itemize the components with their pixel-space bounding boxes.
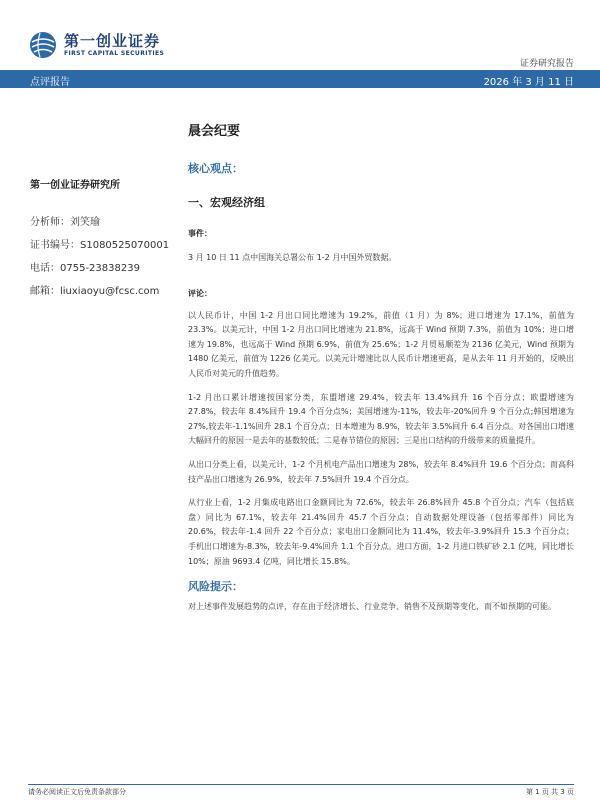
brand-name-cn: 第一创业证券 xyxy=(64,32,161,50)
report-body xyxy=(188,160,574,624)
comment-paragraph: 从出口分类上看，以美元计，1-2 个月机电产品出口增速为 28%，较去年 8.4%回升 19.6 个百分点；而高科技产品出口增速为 26.9%，较去年 7.5%回升 19.4 个百分点。 xyxy=(188,459,574,484)
phone-number: 电话：0755-23838239 xyxy=(30,263,140,274)
comment-paragraph: 以人民币计，中国 1-2 月出口同比增速为 19.2%，前值（1 月）为 8%；进口增速为 17.1%，前值为 23.3%。以美元计，中国 1-2 月出口同比增速为 21.8%，远高于 Wind 预期 7.3%，前值为 10%；进口增速为 19.8%，也远高于 Wind 预期 6.9%，前值为 25.6%；1-2 月贸易顺差为 2136 亿美元，Wind 预期为 1480 亿美元，前值为 1226 亿美元。以美元计增速比以人民币计增速更高，是从去年 11 月开始的，反映出人民币对美元的升值趋势。 xyxy=(188,310,574,378)
event-label: 事件： xyxy=(188,229,212,238)
report-category: 点评报告 xyxy=(30,77,70,88)
core-views-heading: 核心观点： xyxy=(188,162,243,175)
report-header xyxy=(0,0,600,70)
disclaimer-note: 请务必阅读正文后免责条款部分 xyxy=(28,788,126,796)
risk-text: 对上述事件发展趋势的点评，存在由于经济增长、行业竞争、销售不及预期等变化，而不如预期的可能。 xyxy=(188,602,556,612)
brand-name-en: FIRST CAPITAL SECURITIES xyxy=(64,50,165,57)
comment-paragraph: 1-2 月出口累计增速按国家分类，东盟增速 29.4%，较去年 13.4%回升 16 个百分点；欧盟增速为 27.8%，较去年 8.4%回升 19.4 个百分点%；美国增速为-11%，较去年-20%回升 9 个百分点;韩国增速为 27%,较去年-1.1%回升 28.1 个百分点；日本增速为 8.9%，较去年 3.5%回升 6.4 百分点。对各国出口增速大幅回升的原因一是去年的基数较低；二是春节错位的原因；三是出口结构的升级带来的质量提升。 xyxy=(188,392,574,446)
email-address: 邮箱：liuxiaoyu@fcsc.com xyxy=(30,286,160,297)
comment-label: 评论： xyxy=(188,288,212,298)
page-title: 晨会纪要 xyxy=(188,124,241,139)
license-number: 证书编号：S1080525070001 xyxy=(30,240,170,251)
research-institute: 第一创业证券研究所 xyxy=(30,180,120,191)
analyst-sidebar xyxy=(30,176,180,309)
risk-heading: 风险提示： xyxy=(188,580,243,594)
category-band xyxy=(0,70,600,88)
company-logo xyxy=(28,30,164,60)
footer-divider xyxy=(28,784,574,785)
section-heading: 一、宏观经济组 xyxy=(188,196,265,209)
event-text: 3 月 10 日 11 点中国海关总署公布 1-2 月中国外贸数据。 xyxy=(188,253,397,262)
analyst-name: 分析师：刘笑瑜 xyxy=(30,217,100,228)
page-number: 第 1 页 共 3 页 xyxy=(525,788,574,796)
report-type-label: 证券研究报告 xyxy=(519,59,574,69)
comment-paragraph: 从行业上看，1-2 月集成电路出口金额同比为 72.6%，较去年 26.8%回升 45.8 个百分点；汽车（包括底盘）同比为 67.1%，较去年 21.4%回升 45.7 个百分点；自动数据处理设备（包括零部件）同比为 20.6%，较去年-1.4 回升 22 个百分点；家电出口金额同比为 11.4%，较去年-3.9%回升 15.3 个百分点；手机出口增速为-8.3%，较去年-9.4%回升 1.1 个百分点。进口方面，1-2 月进口铁矿砂 2.1 亿吨，同比增长 10%；原油 9693.4 亿吨，同比增长 15.8%。 xyxy=(188,498,574,566)
globe-logo-icon xyxy=(28,30,58,60)
report-date: 2026 年 3 月 11 日 xyxy=(483,77,574,88)
